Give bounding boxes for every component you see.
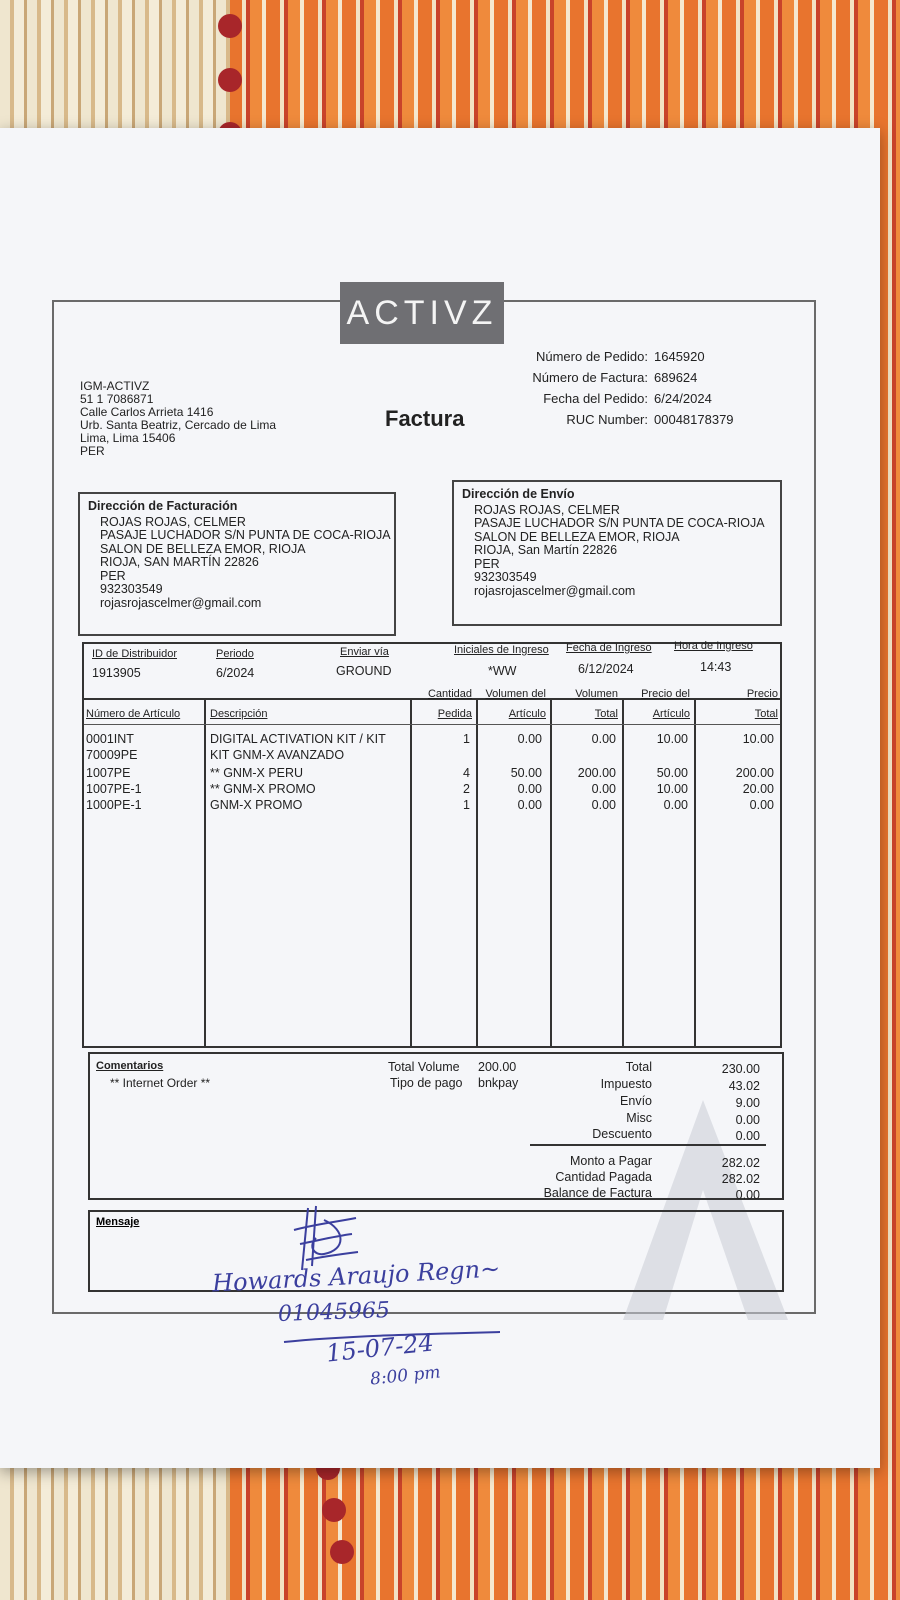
iniciales-value: *WW (488, 664, 517, 678)
item-precio: 50.00 (656, 766, 688, 780)
shipping-line: ROJAS ROJAS, CELMER (474, 502, 620, 517)
item-descripcion: ** GNM-X PROMO (210, 782, 316, 796)
monto-value: 282.02 (721, 1156, 760, 1170)
col-descripcion: Descripción (210, 708, 268, 720)
item-articulo: 1007PE-1 (86, 782, 142, 796)
billing-line: 932303549 (100, 582, 163, 596)
col-precio-2: Artículo (652, 708, 690, 720)
item-descripcion: GNM-X PROMO (210, 798, 303, 812)
balance-value: 0.00 (735, 1188, 760, 1202)
item-precio: 0.00 (663, 798, 688, 812)
comentarios-label: Comentarios (96, 1060, 164, 1072)
company-info (80, 380, 276, 458)
envio-value: 9.00 (735, 1096, 760, 1110)
item-volumen: 0.00 (517, 798, 542, 812)
item-volumen: 0.00 (517, 732, 542, 746)
billing-line: SALON DE BELLEZA EMOR, RIOJA (100, 541, 306, 556)
hora-label: Hora de Ingreso (674, 640, 753, 652)
item-total: 0.00 (749, 798, 774, 812)
company-line: Calle Carlos Arrieta 1416 (80, 405, 214, 419)
pagada-label: Cantidad Pagada (555, 1170, 652, 1184)
item-volumen: 0.00 (517, 782, 542, 796)
item-voltotal: 0.00 (591, 782, 616, 796)
billing-line: rojasrojascelmer@gmail.com (100, 595, 262, 610)
handwritten-date: 15-07-24 (324, 1328, 436, 1368)
descuento-value: 0.00 (735, 1129, 760, 1143)
item-total: 200.00 (735, 766, 774, 780)
company-line: Lima, Lima 15406 (80, 431, 176, 445)
fabric-dot (330, 1540, 354, 1564)
periodo-value: 6/2024 (216, 666, 255, 680)
item-articulo: 1000PE-1 (86, 798, 142, 812)
item-cantidad: 4 (463, 766, 470, 780)
item-total: 10.00 (742, 732, 774, 746)
item-precio: 10.00 (656, 782, 688, 796)
items-table (82, 642, 782, 1048)
total-volume-label: Total Volume (388, 1060, 460, 1074)
invoice-meta (500, 346, 734, 430)
company-line: PER (80, 444, 105, 458)
tipo-pago-label: Tipo de pago (390, 1076, 463, 1090)
tipo-pago-value: bnkpay (478, 1076, 519, 1090)
item-articulo: 1007PE (86, 766, 131, 780)
total-value: 230.00 (721, 1062, 760, 1076)
col-ptotal-1: Precio (746, 688, 778, 700)
billing-line: PER (100, 568, 126, 583)
envio-label: Envío (620, 1094, 652, 1108)
shipping-line: PASAJE LUCHADOR S/N PUNTA DE COCA-RIOJA (474, 516, 765, 530)
monto-label: Monto a Pagar (570, 1154, 652, 1168)
fabric-dot (218, 68, 242, 92)
pedido-label: Número de Pedido: (535, 349, 648, 364)
totals-box (88, 1052, 784, 1200)
company-line: Urb. Santa Beatriz, Cercado de Lima (80, 418, 277, 432)
company-line: 51 1 7086871 (80, 392, 154, 406)
item-cantidad: 2 (463, 782, 470, 796)
shipping-line: RIOJA, San Martín 22826 (474, 543, 618, 557)
col-ptotal-2: Total (754, 708, 778, 720)
item-total: 20.00 (742, 782, 774, 796)
company-line: IGM-ACTIVZ (80, 379, 150, 393)
item-voltotal: 200.00 (577, 766, 616, 780)
item-volumen: 50.00 (510, 766, 542, 780)
totals-divider (530, 1144, 766, 1146)
table-row (84, 766, 780, 781)
table-row (84, 732, 780, 747)
handwritten-name: Howards Araujo Regn~ (211, 1254, 501, 1298)
col-precio-1: Precio del (641, 688, 690, 700)
billing-line: PASAJE LUCHADOR S/N PUNTA DE COCA-RIOJA (100, 528, 391, 542)
total-volume-value: 200.00 (478, 1060, 517, 1074)
item-cantidad: 1 (463, 732, 470, 746)
table-row (84, 782, 780, 797)
shipping-line: 932303549 (474, 570, 537, 584)
fecha-ingreso-value: 6/12/2024 (578, 662, 634, 676)
col-cantidad-1: Cantidad (427, 688, 472, 700)
shipping-line: PER (474, 556, 500, 571)
col-cantidad-2: Pedida (437, 708, 472, 720)
col-volumen-1: Volumen del (485, 688, 546, 700)
factura-value: 689624 (654, 370, 698, 385)
billing-line: RIOJA, SAN MARTÍN 22826 (100, 555, 259, 569)
document-title: Factura (385, 406, 465, 431)
header-underline (84, 724, 780, 725)
billing-line: ROJAS ROJAS, CELMER (100, 514, 246, 529)
table-row (84, 748, 780, 763)
comentario-value: ** Internet Order ** (110, 1076, 211, 1090)
shipping-line: SALON DE BELLEZA EMOR, RIOJA (474, 529, 680, 544)
factura-label: Número de Factura: (532, 370, 648, 385)
item-voltotal: 0.00 (591, 732, 616, 746)
impuesto-value: 43.02 (728, 1079, 760, 1093)
misc-label: Misc (626, 1111, 652, 1125)
enviar-label: Enviar vía (340, 646, 389, 658)
col-volumen-2: Artículo (508, 708, 546, 720)
shipping-line: rojasrojascelmer@gmail.com (474, 583, 636, 598)
col-voltotal-1: Volumen (575, 688, 618, 700)
item-cantidad: 1 (463, 798, 470, 812)
item-articulo: 70009PE (86, 748, 138, 762)
col-articulo: Número de Artículo (86, 708, 181, 720)
pedido-value: 1645920 (654, 349, 705, 364)
item-descripcion: DIGITAL ACTIVATION KIT / KIT (210, 732, 386, 746)
pagada-value: 282.02 (721, 1172, 760, 1186)
handwritten-time: 8:00 pm (369, 1362, 442, 1390)
ruc-label: RUC Number: (566, 412, 648, 427)
periodo-label: Periodo (216, 648, 254, 660)
billing-address-box (78, 492, 396, 636)
fabric-dot (322, 1498, 346, 1522)
fecha-ingreso-label: Fecha de Ingreso (566, 642, 652, 654)
item-precio: 10.00 (656, 732, 688, 746)
item-articulo: 0001INT (86, 732, 134, 746)
fecha-label: Fecha del Pedido: (543, 391, 648, 406)
item-descripcion: ** GNM-X PERU (210, 766, 304, 780)
iniciales-label: Iniciales de Ingreso (454, 644, 549, 656)
hora-value: 14:43 (700, 660, 732, 674)
shipping-address-box (452, 480, 782, 626)
distribuidor-label: ID de Distribuidor (92, 648, 177, 660)
fabric-dot (218, 14, 242, 38)
total-label: Total (625, 1060, 652, 1074)
balance-label: Balance de Factura (543, 1186, 652, 1200)
enviar-value: GROUND (336, 664, 392, 678)
descuento-label: Descuento (592, 1127, 652, 1141)
col-voltotal-2: Total (594, 708, 618, 720)
misc-value: 0.00 (735, 1113, 760, 1127)
brand-logo: ACTIVZ (340, 282, 504, 344)
shipping-heading: Dirección de Envío (462, 487, 575, 501)
distribuidor-value: 1913905 (92, 666, 141, 680)
fecha-value: 6/24/2024 (654, 391, 712, 406)
ruc-value: 00048178379 (654, 412, 734, 427)
billing-heading: Dirección de Facturación (88, 499, 238, 513)
handwritten-number: 01045965 (277, 1298, 391, 1327)
item-descripcion: KIT GNM-X AVANZADO (210, 748, 345, 762)
impuesto-label: Impuesto (600, 1077, 652, 1091)
mensaje-label: Mensaje (96, 1216, 140, 1228)
item-voltotal: 0.00 (591, 798, 616, 812)
table-row (84, 798, 780, 813)
